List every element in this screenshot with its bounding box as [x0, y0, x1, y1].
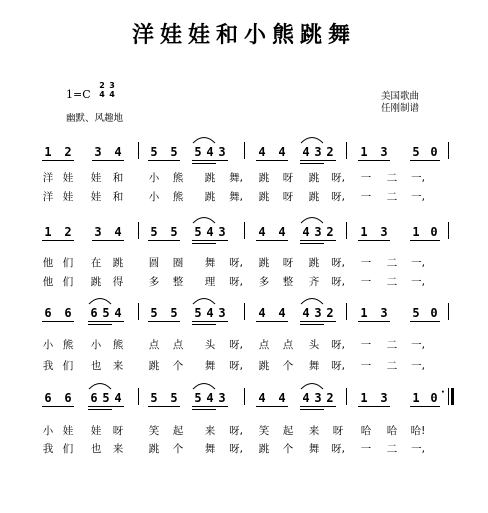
note-numeral: 4: [206, 391, 214, 405]
rhythm-underline: [88, 321, 124, 322]
barline: [346, 303, 347, 320]
slur: [192, 380, 216, 390]
note-numeral: 6: [64, 306, 72, 320]
rhythm-underline: [256, 240, 288, 241]
lyric-syllable: 整: [282, 276, 294, 288]
lyric-syllable: 跳: [308, 172, 320, 184]
note-numeral: 5: [102, 306, 110, 320]
lyric-syllable: 二: [386, 339, 398, 351]
note-numeral: 4: [258, 306, 266, 320]
lyric-line: [0, 255, 488, 271]
lyric-syllable: 小: [42, 339, 54, 351]
note-numeral: 4: [278, 391, 286, 405]
lyric-syllable: 呀: [282, 191, 294, 203]
lyric-syllable: 熊: [172, 191, 184, 203]
lyric-syllable: 跳: [204, 191, 216, 203]
note-numeral: 5: [150, 391, 158, 405]
rhythm-underline: [148, 406, 180, 407]
lyric-syllable: 小: [148, 172, 160, 184]
lyric-syllable: 舞,: [229, 191, 243, 203]
lyric-syllable: 呀,: [331, 276, 345, 288]
note-numeral: 5: [194, 306, 202, 320]
lyric-syllable: 呀,: [229, 276, 243, 288]
note-numeral: 1: [412, 225, 420, 239]
lyric-syllable: 整: [172, 276, 184, 288]
lyric-syllable: 呀,: [331, 339, 345, 351]
rhythm-underline: [358, 321, 390, 322]
lyric-syllable: 娃: [62, 191, 74, 203]
time-signature-denominator: 4: [109, 89, 115, 99]
rhythm-underline-double: [192, 243, 216, 244]
barline: [138, 303, 139, 320]
lyric-syllable: 我: [42, 443, 54, 455]
lyric-syllable: 呀: [282, 172, 294, 184]
note-numeral: 4: [302, 391, 310, 405]
lyric-syllable: 多: [148, 276, 160, 288]
rhythm-underline: [300, 321, 336, 322]
lyric-line: [0, 274, 488, 290]
note-numeral: 6: [90, 391, 98, 405]
slur: [192, 214, 216, 224]
note-numeral: 5: [194, 391, 202, 405]
lyric-syllable: 呀: [112, 425, 124, 437]
lyric-syllable: 理: [204, 276, 216, 288]
note-numeral: 4: [258, 145, 266, 159]
rhythm-underline-double: [88, 324, 112, 325]
lyric-syllable: 娃: [90, 425, 102, 437]
lyric-syllable: 舞: [204, 443, 216, 455]
note-numeral: 1: [412, 391, 420, 405]
lyric-syllable: 个: [172, 360, 184, 372]
note-numeral: 5: [102, 391, 110, 405]
rhythm-underline: [358, 240, 390, 241]
note-numeral: 1: [360, 225, 368, 239]
note-numeral: 5: [412, 306, 420, 320]
barline: [346, 388, 347, 405]
lyric-syllable: 个: [282, 360, 294, 372]
note-numeral: 5: [170, 145, 178, 159]
rhythm-underline-double: [192, 409, 216, 410]
barline: [244, 142, 245, 159]
note-numeral: 5: [194, 225, 202, 239]
lyric-syllable: 得: [112, 276, 124, 288]
slur: [300, 380, 324, 390]
lyric-line: [0, 441, 488, 457]
lyric-syllable: 跳: [258, 257, 270, 269]
barline: [138, 142, 139, 159]
lyric-syllable: 跳: [308, 257, 320, 269]
notation-line: [0, 306, 488, 336]
lyric-syllable: 哈: [386, 425, 398, 437]
rhythm-underline-double: [300, 163, 324, 164]
lyric-syllable: 跳: [258, 443, 270, 455]
note-numeral: 5: [150, 225, 158, 239]
lyric-syllable: 小: [148, 191, 160, 203]
lyric-syllable: 熊: [62, 339, 74, 351]
note-numeral: 4: [114, 145, 122, 159]
note-numeral: 0: [430, 225, 438, 239]
barline: [448, 303, 449, 320]
lyric-syllable: 一: [360, 360, 372, 372]
rhythm-underline: [42, 406, 74, 407]
lyric-syllable: 跳: [112, 257, 124, 269]
rhythm-underline: [300, 406, 336, 407]
lyric-syllable: 笑: [258, 425, 270, 437]
barline: [138, 388, 139, 405]
barline: [244, 222, 245, 239]
lyric-syllable: 哈!: [410, 425, 426, 437]
lyric-syllable: 一: [360, 276, 372, 288]
rhythm-underline: [148, 240, 180, 241]
note-numeral: 4: [302, 225, 310, 239]
lyric-syllable: 小: [42, 425, 54, 437]
note-numeral: 3: [380, 306, 388, 320]
lyric-syllable: 呀,: [229, 339, 243, 351]
lyric-syllable: 一: [360, 191, 372, 203]
lyric-syllable: 一: [360, 172, 372, 184]
lyric-syllable: 点: [172, 339, 184, 351]
lyric-syllable: 二: [386, 257, 398, 269]
note-numeral: 1: [44, 225, 52, 239]
song-origin: 美国歌曲: [381, 91, 420, 102]
rhythm-underline-double: [192, 163, 216, 164]
rhythm-underline: [92, 160, 124, 161]
note-numeral: 6: [44, 391, 52, 405]
song-title: 洋娃娃和小熊跳舞: [131, 22, 356, 48]
lyric-syllable: 呀,: [331, 257, 345, 269]
note-numeral: 4: [114, 306, 122, 320]
lyric-syllable: 点: [148, 339, 160, 351]
note-numeral: 3: [94, 145, 102, 159]
note-numeral: 4: [278, 145, 286, 159]
barline: [346, 142, 347, 159]
rhythm-underline: [256, 321, 288, 322]
time-signature-2-4: [98, 82, 106, 99]
rhythm-underline: [192, 321, 228, 322]
note-numeral: 3: [94, 225, 102, 239]
note-numeral: 5: [170, 225, 178, 239]
note-numeral: 1: [360, 145, 368, 159]
rhythm-underline: [300, 240, 336, 241]
note-numeral: 4: [206, 145, 214, 159]
lyric-syllable: 舞: [204, 257, 216, 269]
note-numeral: 3: [380, 391, 388, 405]
lyric-syllable: 跳: [148, 443, 160, 455]
note-numeral: 0: [430, 391, 438, 405]
lyric-syllable: 们: [62, 360, 74, 372]
lyric-syllable: 在: [90, 257, 102, 269]
time-signature-3-4: [108, 82, 116, 99]
lyric-syllable: 一: [360, 257, 372, 269]
note-numeral: 4: [278, 306, 286, 320]
note-numeral: 6: [64, 391, 72, 405]
note-numeral: 2: [64, 225, 72, 239]
lyric-syllable: 舞: [308, 360, 320, 372]
lyric-syllable: 个: [282, 443, 294, 455]
note-numeral: 3: [218, 225, 226, 239]
lyric-syllable: 和: [112, 191, 124, 203]
lyric-syllable: 起: [282, 425, 294, 437]
time-signature-denominator: 4: [99, 89, 105, 99]
rhythm-underline: [410, 160, 440, 161]
note-numeral: 2: [326, 145, 334, 159]
note-numeral: 1: [360, 306, 368, 320]
note-numeral: 4: [302, 306, 310, 320]
lyric-syllable: 娃: [62, 172, 74, 184]
rhythm-underline: [256, 406, 288, 407]
lyric-syllable: 们: [62, 276, 74, 288]
lyric-syllable: 跳: [204, 172, 216, 184]
note-numeral: 4: [114, 391, 122, 405]
note-numeral: 3: [380, 225, 388, 239]
lyric-syllable: 洋: [42, 172, 54, 184]
barline: [346, 222, 347, 239]
rhythm-underline: [42, 160, 74, 161]
note-numeral: 3: [380, 145, 388, 159]
rhythm-underline-double: [192, 324, 216, 325]
note-numeral: 4: [302, 145, 310, 159]
lyric-syllable: 一: [360, 443, 372, 455]
lyric-syllable: 娃: [90, 191, 102, 203]
lyric-syllable: 呀,: [331, 191, 345, 203]
barline: [448, 388, 449, 405]
lyric-syllable: 二: [386, 191, 398, 203]
lyric-syllable: 来: [112, 443, 124, 455]
slur: [300, 214, 324, 224]
lyric-syllable: 多: [258, 276, 270, 288]
barline: [448, 142, 449, 159]
time-signature-numerator: 3: [109, 81, 115, 90]
lyric-syllable: 一,: [411, 339, 425, 351]
note-numeral: 5: [150, 145, 158, 159]
note-numeral: 1: [360, 391, 368, 405]
lyric-syllable: 一: [360, 339, 372, 351]
lyric-syllable: 呀,: [229, 425, 243, 437]
lyric-syllable: 一,: [411, 443, 425, 455]
lyric-syllable: 二: [386, 276, 398, 288]
lyric-syllable: 头: [204, 339, 216, 351]
lyric-syllable: 点: [282, 339, 294, 351]
lyric-syllable: 和: [112, 172, 124, 184]
lyric-syllable: 二: [386, 360, 398, 372]
rhythm-underline: [42, 321, 74, 322]
slur: [300, 134, 324, 144]
note-numeral: 0: [430, 145, 438, 159]
note-numeral: 5: [170, 306, 178, 320]
lyric-syllable: 来: [204, 425, 216, 437]
lyric-line: [0, 337, 488, 353]
lyric-syllable: 起: [172, 425, 184, 437]
lyric-syllable: 呀,: [229, 360, 243, 372]
slur: [88, 295, 112, 305]
note-numeral: 4: [206, 306, 214, 320]
final-barline: [451, 388, 454, 405]
note-numeral: 3: [314, 225, 322, 239]
rhythm-underline: [88, 406, 124, 407]
rhythm-underline: [300, 160, 336, 161]
lyric-syllable: 一,: [411, 191, 425, 203]
barline: [244, 388, 245, 405]
lyric-syllable: 洋: [42, 191, 54, 203]
slur: [300, 295, 324, 305]
notation-line: [0, 225, 488, 255]
lyric-syllable: 圈: [172, 257, 184, 269]
rhythm-underline: [358, 406, 390, 407]
notation-line: [0, 387, 488, 421]
lyric-syllable: 我: [42, 360, 54, 372]
rhythm-underline-double: [300, 243, 324, 244]
note-numeral: 5: [150, 306, 158, 320]
lyric-syllable: 他: [42, 276, 54, 288]
lyric-syllable: 跳: [258, 191, 270, 203]
barline: [244, 303, 245, 320]
rhythm-underline: [192, 406, 228, 407]
note-numeral: 3: [218, 306, 226, 320]
lyric-syllable: 熊: [172, 172, 184, 184]
note-numeral: 5: [412, 145, 420, 159]
rhythm-underline: [148, 160, 180, 161]
lyric-syllable: 来: [112, 360, 124, 372]
lyric-syllable: 个: [172, 443, 184, 455]
arranger-credit: 任刚制谱: [381, 103, 420, 114]
lyric-syllable: 们: [62, 257, 74, 269]
lyric-syllable: 齐: [308, 276, 320, 288]
lyric-syllable: 二: [386, 443, 398, 455]
note-numeral: 4: [258, 391, 266, 405]
lyric-syllable: 呀,: [331, 443, 345, 455]
lyric-syllable: 头: [308, 339, 320, 351]
lyric-syllable: 来: [308, 425, 320, 437]
lyric-syllable: 也: [90, 360, 102, 372]
rhythm-underline-double: [300, 409, 324, 410]
lyric-syllable: 跳: [258, 360, 270, 372]
rhythm-underline: [148, 321, 180, 322]
note-numeral: 3: [218, 391, 226, 405]
lyric-syllable: 跳: [308, 191, 320, 203]
lyric-syllable: 跳: [148, 360, 160, 372]
rhythm-underline: [358, 160, 390, 161]
note-numeral: 3: [314, 306, 322, 320]
barline: [448, 222, 449, 239]
lyric-syllable: 二: [386, 172, 398, 184]
lyric-line: [0, 170, 488, 186]
lyric-syllable: 舞: [308, 443, 320, 455]
lyric-syllable: 呀,: [229, 257, 243, 269]
note-numeral: 4: [114, 225, 122, 239]
lyric-syllable: 笑: [148, 425, 160, 437]
lyric-syllable: 圆: [148, 257, 160, 269]
lyric-syllable: 一,: [411, 276, 425, 288]
rhythm-underline-double: [300, 324, 324, 325]
lyric-syllable: 呀: [332, 425, 344, 437]
note-numeral: 2: [64, 145, 72, 159]
note-numeral: 4: [206, 225, 214, 239]
rhythm-underline: [410, 406, 440, 407]
lyric-syllable: 一,: [411, 360, 425, 372]
lyric-syllable: 舞: [204, 360, 216, 372]
note-numeral: 3: [218, 145, 226, 159]
note-numeral: 0: [430, 306, 438, 320]
lyric-syllable: 他: [42, 257, 54, 269]
time-signature-numerator: 2: [99, 81, 105, 90]
note-numeral: 1: [44, 145, 52, 159]
note-numeral: 4: [278, 225, 286, 239]
slur: [192, 295, 216, 305]
lyric-syllable: 也: [90, 443, 102, 455]
lyric-syllable: 点: [258, 339, 270, 351]
lyric-syllable: 一,: [411, 172, 425, 184]
rhythm-underline: [192, 160, 228, 161]
lyric-syllable: 呀: [282, 257, 294, 269]
lyric-line: [0, 358, 488, 374]
note-numeral: 3: [314, 391, 322, 405]
note-numeral: 5: [194, 145, 202, 159]
lyric-syllable: 熊: [112, 339, 124, 351]
tempo-mood-marking: 幽默、风趣地: [66, 113, 124, 124]
note-numeral: 2: [326, 225, 334, 239]
lyric-syllable: 呀,: [229, 443, 243, 455]
lyric-line: [0, 423, 488, 439]
lyric-syllable: 小: [90, 339, 102, 351]
lyric-syllable: 舞,: [229, 172, 243, 184]
lyric-syllable: 跳: [90, 276, 102, 288]
lyric-syllable: 娃: [90, 172, 102, 184]
rhythm-underline: [42, 240, 74, 241]
note-numeral: 6: [44, 306, 52, 320]
lyric-syllable: 跳: [258, 172, 270, 184]
lyric-line: [0, 189, 488, 205]
slur: [192, 134, 216, 144]
slur: [88, 380, 112, 390]
note-numeral: 2: [326, 306, 334, 320]
rhythm-underline: [92, 240, 124, 241]
barline: [138, 222, 139, 239]
note-numeral: 6: [90, 306, 98, 320]
note-numeral: 2: [326, 391, 334, 405]
lyric-syllable: 呀,: [331, 360, 345, 372]
lyric-syllable: 一,: [411, 257, 425, 269]
rhythm-underline: [256, 160, 288, 161]
lyric-syllable: 哈: [360, 425, 372, 437]
key-signature: 1=C: [66, 88, 91, 101]
lyric-syllable: 们: [62, 443, 74, 455]
rhythm-underline-double: [88, 409, 112, 410]
rhythm-underline: [410, 321, 440, 322]
rhythm-underline: [410, 240, 440, 241]
rhythm-underline: [192, 240, 228, 241]
note-numeral: 5: [170, 391, 178, 405]
note-numeral: 4: [258, 225, 266, 239]
lyric-syllable: 娃: [62, 425, 74, 437]
note-numeral: 3: [314, 145, 322, 159]
repeat-dots: ·: [441, 387, 445, 398]
lyric-syllable: 呀,: [331, 172, 345, 184]
